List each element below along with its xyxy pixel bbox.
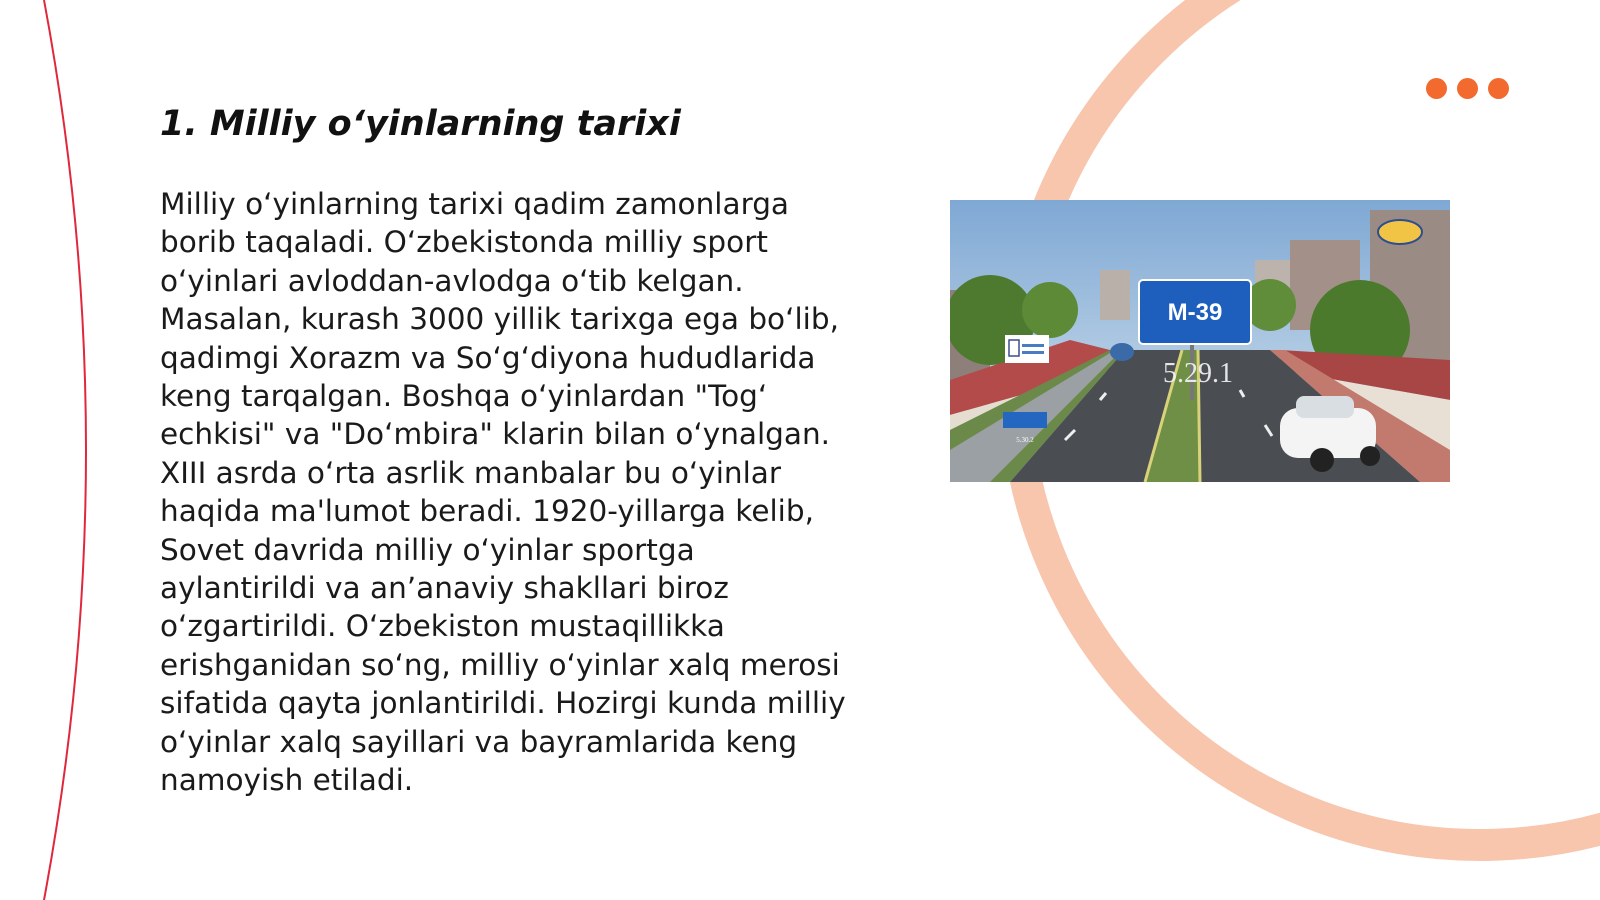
left-red-curve bbox=[44, 0, 86, 900]
dot bbox=[1426, 78, 1447, 99]
info-sign-overlay bbox=[1005, 335, 1049, 363]
small-sign-code: 5.30.2 bbox=[1016, 436, 1034, 444]
dot bbox=[1488, 78, 1509, 99]
dot bbox=[1457, 78, 1478, 99]
channel-logo bbox=[1378, 220, 1422, 244]
m39-sign-text: M-39 bbox=[1167, 299, 1223, 326]
slide-title: 1. Milliy o‘yinlarning tarixi bbox=[160, 104, 681, 144]
direction-sign-overlay bbox=[1003, 412, 1047, 428]
road-marking-code: 5.29.1 bbox=[1163, 358, 1233, 389]
body-paragraph: Milliy o‘yinlarning tarixi qadim zamonlarga borib taqaladi. O‘zbekistonda milliy sport o‘yinlari avloddan-avlodga o‘tib kelgan. Masalan, kurash 3000 yillik tarixga ega bo‘lib, qadimgi Xorazm va So‘g‘diyona hududlarida keng tarqalgan. Boshqa o‘yinlardan "Tog‘ echkisi" va "Do‘mbira" klarin bilan o‘ynalgan. XIII asrda o‘rta asrlik manbalar bu o‘yinlar haqida ma'lumot beradi. 1920-yillarga kelib, Sovet davrida milliy o‘yinlar sportga aylantirildi va an’anaviy shakllari biroz o‘zgartirildi. O‘zbekiston mustaqillikka erishganidan so‘ng, milliy o‘yinlar xalq merosi sifatida qayta jonlantirildi. Hozirgi kunda milliy o‘yinlar xalq sayillari va bayramlarida keng namoyish etiladi. bbox=[160, 187, 846, 798]
road-scene-image bbox=[950, 200, 1450, 482]
more-dots-icon bbox=[1426, 78, 1509, 99]
